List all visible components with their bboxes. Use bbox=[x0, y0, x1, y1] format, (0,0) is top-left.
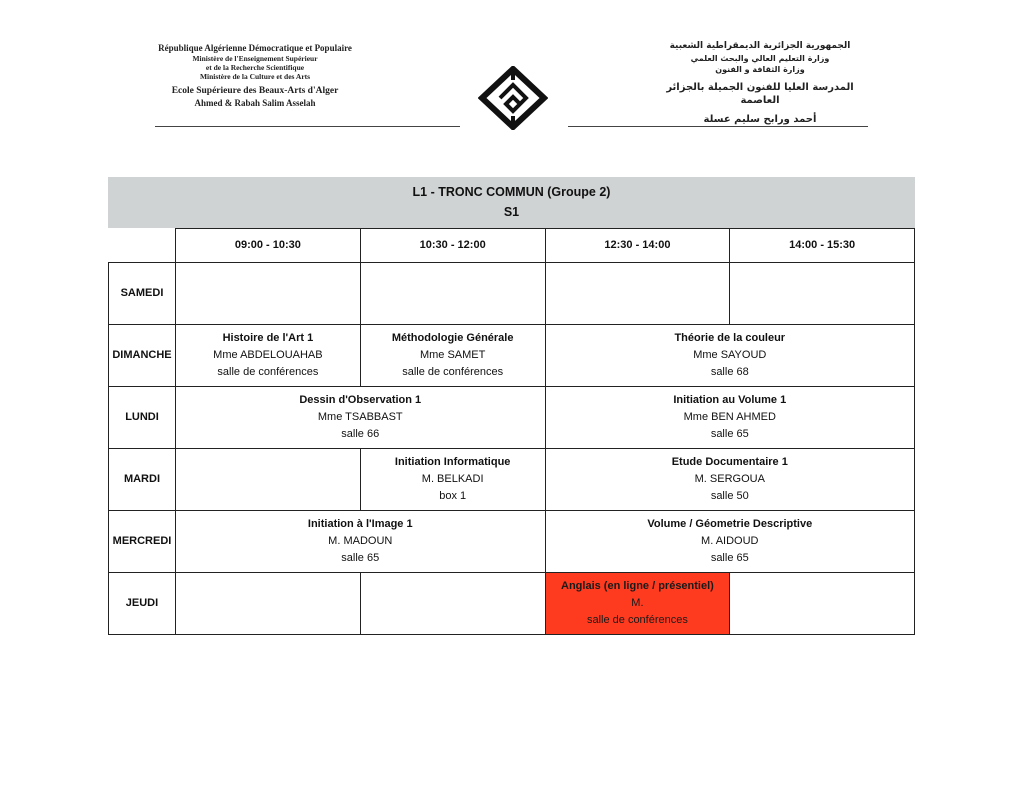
class-cell bbox=[175, 325, 360, 387]
republic-name: République Algérienne Démocratique et Populaire bbox=[158, 43, 352, 53]
timetable bbox=[108, 228, 915, 635]
header-left-institution bbox=[150, 42, 360, 109]
room-name: salle 68 bbox=[710, 366, 749, 378]
school-dedication: Ahmed & Rabah Salim Asselah bbox=[194, 98, 316, 108]
teacher-name: Mme TSABBAST bbox=[317, 411, 403, 423]
school-name-arabic: المدرسة العليا للفنون الجميلة بالجزائر العاصمة bbox=[666, 82, 854, 106]
course-name: Théorie de la couleur bbox=[674, 332, 786, 344]
day-lundi: LUNDI bbox=[109, 387, 176, 449]
header-right-institution-arabic bbox=[650, 40, 870, 126]
row-jeudi bbox=[109, 573, 915, 635]
teacher-name: Mme SAMET bbox=[419, 349, 486, 361]
timeslot-4: 14:00 - 15:30 bbox=[730, 229, 915, 263]
class-cell bbox=[545, 449, 914, 511]
course-name: Etude Documentaire 1 bbox=[671, 456, 788, 468]
course-name: Méthodologie Générale bbox=[391, 332, 514, 344]
class-cell-highlighted bbox=[545, 573, 730, 635]
room-name: salle 50 bbox=[710, 490, 749, 502]
course-name: Dessin d'Observation 1 bbox=[299, 394, 422, 406]
room-name: box 1 bbox=[439, 490, 467, 502]
empty-slot bbox=[730, 263, 915, 325]
header-divider-left bbox=[155, 126, 460, 127]
class-cell bbox=[545, 387, 914, 449]
school-logo-icon bbox=[478, 66, 548, 130]
republic-name-arabic: الجمهورية الجزائرية الديمقراطية الشعبية bbox=[669, 41, 851, 51]
header-divider-right bbox=[568, 126, 868, 127]
row-lundi bbox=[109, 387, 915, 449]
row-mardi bbox=[109, 449, 915, 511]
course-name: Volume / Géometrie Descriptive bbox=[647, 518, 813, 530]
teacher-name: Mme ABDELOUAHAB bbox=[213, 349, 323, 361]
schedule-title: L1 - TRONC COMMUN (Groupe 2) bbox=[412, 185, 611, 199]
empty-slot bbox=[360, 263, 545, 325]
room-name: salle 65 bbox=[341, 552, 380, 564]
room-name: salle de conférences bbox=[402, 366, 504, 378]
empty-slot bbox=[730, 573, 915, 635]
teacher-name: M. bbox=[631, 597, 644, 609]
empty-slot bbox=[175, 573, 360, 635]
empty-slot bbox=[175, 263, 360, 325]
room-name: salle de conférences bbox=[217, 366, 319, 378]
teacher-name: Mme BEN AHMED bbox=[683, 411, 776, 423]
teacher-name: Mme SAYOUD bbox=[693, 349, 767, 361]
day-jeudi: JEUDI bbox=[109, 573, 176, 635]
course-name: Anglais (en ligne / présentiel) bbox=[561, 580, 714, 592]
day-mercredi: MERCREDI bbox=[109, 511, 176, 573]
class-cell bbox=[360, 325, 545, 387]
course-name: Initiation à l'Image 1 bbox=[307, 518, 413, 530]
course-name: Histoire de l'Art 1 bbox=[222, 332, 314, 344]
room-name: salle de conférences bbox=[586, 614, 688, 626]
teacher-name: M. MADOUN bbox=[328, 535, 393, 547]
class-cell bbox=[360, 449, 545, 511]
ministry-culture-arabic: وزارة الثقافة و الفنون bbox=[715, 65, 805, 74]
teacher-name: M. SERGOUA bbox=[694, 473, 765, 485]
row-dimanche bbox=[109, 325, 915, 387]
schedule-semester: S1 bbox=[503, 205, 520, 219]
school-dedication-arabic: أحمد ورابح سليم عسلة bbox=[703, 114, 817, 125]
timeslot-3: 12:30 - 14:00 bbox=[545, 229, 730, 263]
empty-slot bbox=[360, 573, 545, 635]
empty-slot bbox=[175, 449, 360, 511]
teacher-name: M. AIDOUD bbox=[701, 535, 759, 547]
ministry-higher-education: Ministère de l'Enseignement Supérieur bbox=[192, 54, 318, 63]
timeslot-2: 10:30 - 12:00 bbox=[360, 229, 545, 263]
course-name: Initiation au Volume 1 bbox=[673, 394, 787, 406]
class-cell bbox=[175, 387, 545, 449]
timeslot-header-row bbox=[109, 229, 915, 263]
schedule-title-band bbox=[108, 177, 915, 228]
ministry-culture: Ministère de la Culture et des Arts bbox=[199, 72, 311, 81]
day-samedi: SAMEDI bbox=[109, 263, 176, 325]
day-mardi: MARDI bbox=[109, 449, 176, 511]
empty-slot bbox=[545, 263, 730, 325]
row-mercredi bbox=[109, 511, 915, 573]
teacher-name: M. BELKADI bbox=[421, 473, 484, 485]
ministry-higher-education-arabic: وزارة التعليم العالي والبحث العلمي bbox=[690, 54, 830, 63]
ministry-research: et de la Recherche Scientifique bbox=[205, 63, 305, 72]
class-cell bbox=[545, 325, 914, 387]
room-name: salle 66 bbox=[341, 428, 380, 440]
class-cell bbox=[175, 511, 545, 573]
day-dimanche: DIMANCHE bbox=[109, 325, 176, 387]
course-name: Initiation Informatique bbox=[394, 456, 511, 468]
school-name: Ecole Supérieure des Beaux-Arts d'Alger bbox=[171, 86, 339, 96]
room-name: salle 65 bbox=[710, 428, 749, 440]
timeslot-1: 09:00 - 10:30 bbox=[175, 229, 360, 263]
row-samedi bbox=[109, 263, 915, 325]
class-cell bbox=[545, 511, 914, 573]
room-name: salle 65 bbox=[710, 552, 749, 564]
corner-cell bbox=[109, 229, 176, 263]
